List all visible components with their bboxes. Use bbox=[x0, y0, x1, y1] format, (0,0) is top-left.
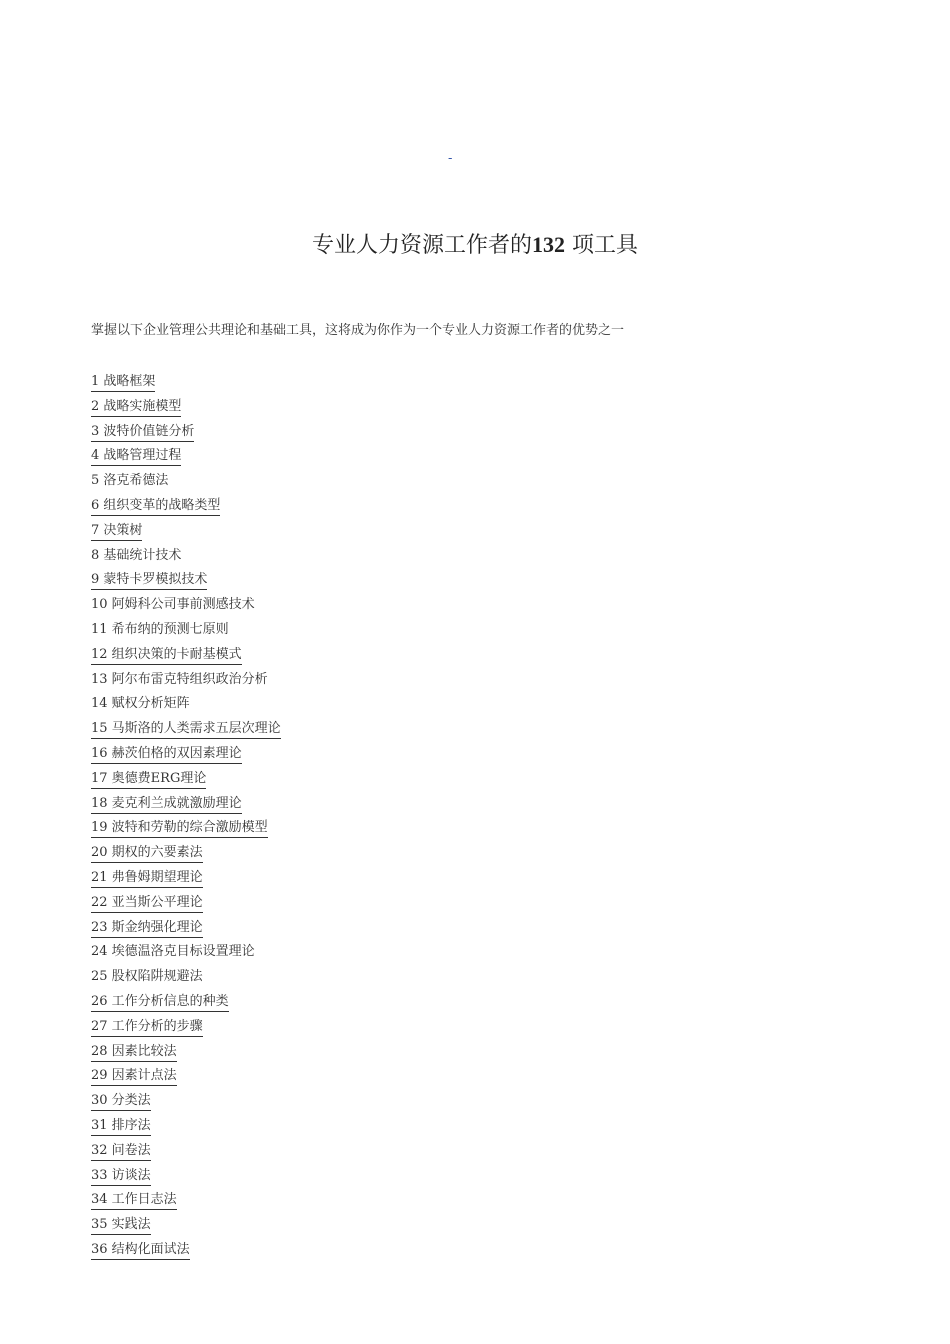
tool-list-item bbox=[91, 693, 281, 718]
tool-link-item[interactable] bbox=[91, 421, 281, 446]
tool-label[interactable]: 4 战略管理过程 bbox=[91, 447, 181, 466]
tool-label[interactable]: 17 奥德费ERG理论 bbox=[91, 770, 206, 789]
tool-label[interactable]: 6 组织变革的战略类型 bbox=[91, 497, 220, 516]
tool-label[interactable]: 29 因素计点法 bbox=[91, 1067, 177, 1086]
tool-link-item[interactable] bbox=[91, 1041, 281, 1066]
tool-link-item[interactable] bbox=[91, 371, 281, 396]
tool-label[interactable]: 32 问卷法 bbox=[91, 1142, 151, 1161]
tool-link-item[interactable] bbox=[91, 1140, 281, 1165]
tool-label[interactable]: 36 结构化面试法 bbox=[91, 1241, 190, 1260]
tool-link-item[interactable] bbox=[91, 1115, 281, 1140]
tool-list-item bbox=[91, 966, 281, 991]
tool-link-item[interactable] bbox=[91, 1239, 281, 1264]
tool-label[interactable]: 23 斯金纳强化理论 bbox=[91, 919, 203, 938]
tool-link-item[interactable] bbox=[91, 569, 281, 594]
tool-link-item[interactable] bbox=[91, 644, 281, 669]
tool-label: 24 埃德温洛克目标设置理论 bbox=[91, 944, 255, 960]
tool-label: 13 阿尔布雷克特组织政治分析 bbox=[91, 671, 268, 687]
tool-link-item[interactable] bbox=[91, 817, 281, 842]
tool-link-item[interactable] bbox=[91, 396, 281, 421]
tool-label[interactable]: 12 组织决策的卡耐基模式 bbox=[91, 646, 242, 665]
tool-link-item[interactable] bbox=[91, 1214, 281, 1239]
tool-link-item[interactable] bbox=[91, 520, 281, 545]
tool-label: 10 阿姆科公司事前测感技术 bbox=[91, 597, 255, 613]
title-suffix: 项工具 bbox=[565, 233, 638, 258]
tool-label[interactable]: 7 决策树 bbox=[91, 522, 142, 541]
intro-paragraph: 掌握以下企业管理公共理论和基础工具，这将成为你作为一个专业人力资源工作者的优势之一 bbox=[91, 323, 625, 338]
tool-label[interactable]: 31 排序法 bbox=[91, 1117, 151, 1136]
tool-label[interactable]: 2 战略实施模型 bbox=[91, 398, 181, 417]
tool-list bbox=[91, 371, 281, 1264]
tool-list-item bbox=[91, 594, 281, 619]
tool-link-item[interactable] bbox=[91, 793, 281, 818]
tool-link-item[interactable] bbox=[91, 991, 281, 1016]
tool-link-item[interactable] bbox=[91, 1016, 281, 1041]
tool-link-item[interactable] bbox=[91, 867, 281, 892]
tool-label[interactable]: 27 工作分析的步骤 bbox=[91, 1018, 203, 1037]
tool-label[interactable]: 1 战略框架 bbox=[91, 373, 155, 392]
tool-list-item bbox=[91, 470, 281, 495]
tool-list-item bbox=[91, 545, 281, 570]
title-number: 132 bbox=[532, 232, 565, 257]
tool-list-item bbox=[91, 669, 281, 694]
tool-label[interactable]: 33 访谈法 bbox=[91, 1167, 151, 1186]
page-title bbox=[0, 228, 950, 263]
tool-label[interactable]: 30 分类法 bbox=[91, 1092, 151, 1111]
tool-link-item[interactable] bbox=[91, 1090, 281, 1115]
tool-link-item[interactable] bbox=[91, 718, 281, 743]
tool-label[interactable]: 28 因素比较法 bbox=[91, 1043, 177, 1062]
tool-label[interactable]: 21 弗鲁姆期望理论 bbox=[91, 869, 203, 888]
tool-label[interactable]: 3 波特价值链分析 bbox=[91, 423, 194, 442]
tool-label: 25 股权陷阱规避法 bbox=[91, 969, 203, 985]
tool-label[interactable]: 19 波特和劳勒的综合激励模型 bbox=[91, 819, 268, 838]
tool-label[interactable]: 34 工作日志法 bbox=[91, 1191, 177, 1210]
tool-label[interactable]: 22 亚当斯公平理论 bbox=[91, 894, 203, 913]
tool-label: 5 洛克希德法 bbox=[91, 473, 169, 489]
tool-label[interactable]: 15 马斯洛的人类需求五层次理论 bbox=[91, 720, 281, 739]
tool-link-item[interactable] bbox=[91, 892, 281, 917]
tool-link-item[interactable] bbox=[91, 1189, 281, 1214]
tool-label[interactable]: 16 赫茨伯格的双因素理论 bbox=[91, 745, 242, 764]
tool-link-item[interactable] bbox=[91, 917, 281, 942]
tool-link-item[interactable] bbox=[91, 445, 281, 470]
tool-label[interactable]: 35 实践法 bbox=[91, 1216, 151, 1235]
tool-link-item[interactable] bbox=[91, 1065, 281, 1090]
tool-label[interactable]: 26 工作分析信息的种类 bbox=[91, 993, 229, 1012]
tool-label[interactable]: 9 蒙特卡罗模拟技术 bbox=[91, 571, 207, 590]
tool-label: 14 赋权分析矩阵 bbox=[91, 696, 190, 712]
tool-list-item bbox=[91, 619, 281, 644]
tool-label: 11 希布纳的预测七原则 bbox=[91, 621, 229, 637]
header-mark: - bbox=[448, 151, 453, 166]
tool-link-item[interactable] bbox=[91, 768, 281, 793]
tool-label[interactable]: 20 期权的六要素法 bbox=[91, 844, 203, 863]
tool-link-item[interactable] bbox=[91, 842, 281, 867]
tool-list-item bbox=[91, 941, 281, 966]
tool-label[interactable]: 18 麦克利兰成就激励理论 bbox=[91, 795, 242, 814]
tool-link-item[interactable] bbox=[91, 743, 281, 768]
tool-link-item[interactable] bbox=[91, 1165, 281, 1190]
tool-label: 8 基础统计技术 bbox=[91, 547, 182, 563]
title-prefix: 专业人力资源工作者的 bbox=[311, 233, 532, 258]
tool-link-item[interactable] bbox=[91, 495, 281, 520]
